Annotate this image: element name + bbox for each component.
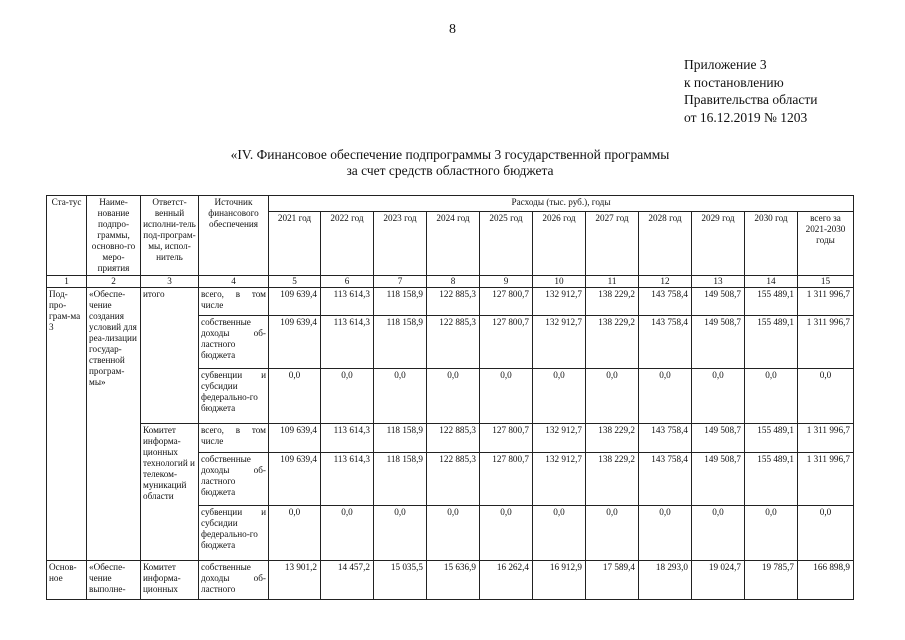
column-number: 6 xyxy=(321,276,374,288)
row-status: Под-про-грам-ма 3 xyxy=(47,288,87,561)
column-number: 9 xyxy=(480,276,533,288)
value-cell: 155 489,1 xyxy=(745,453,798,506)
year-header: 2022 год xyxy=(321,212,374,276)
column-number: 14 xyxy=(745,276,798,288)
value-cell: 118 158,9 xyxy=(374,453,427,506)
value-cell: 155 489,1 xyxy=(745,316,798,369)
value-cell: 0,0 xyxy=(321,506,374,561)
value-cell: 16 912,9 xyxy=(533,561,586,600)
title-line-1: «IV. Финансовое обеспечение подпрограммы 3 государственной программы xyxy=(230,147,670,162)
column-number: 5 xyxy=(269,276,321,288)
year-header: всего за 2021-2030 годы xyxy=(798,212,854,276)
value-cell: 0,0 xyxy=(692,369,745,424)
value-cell: 127 800,7 xyxy=(480,424,533,453)
column-number: 2 xyxy=(87,276,141,288)
source-total: всего, в том числе xyxy=(199,288,269,316)
value-cell: 155 489,1 xyxy=(745,424,798,453)
value-cell: 155 489,1 xyxy=(745,288,798,316)
title-line-2: за счет средств областного бюджета xyxy=(346,163,554,178)
column-number: 10 xyxy=(533,276,586,288)
value-cell: 17 589,4 xyxy=(586,561,639,600)
column-number: 3 xyxy=(141,276,199,288)
year-header: 2021 год xyxy=(269,212,321,276)
appendix-line: Приложение 3 xyxy=(684,57,767,72)
value-cell: 138 229,2 xyxy=(586,288,639,316)
header-status: Ста-тус xyxy=(47,196,87,276)
value-cell: 0,0 xyxy=(639,506,692,561)
header-expenses: Расходы (тыс. руб.), годы xyxy=(269,196,854,212)
row-responsible: Комитет информа-ционных xyxy=(141,561,199,600)
value-cell: 0,0 xyxy=(427,506,480,561)
value-cell: 149 508,7 xyxy=(692,316,745,369)
year-header: 2024 год xyxy=(427,212,480,276)
column-number: 1 xyxy=(47,276,87,288)
value-cell: 19 785,7 xyxy=(745,561,798,600)
value-cell: 1 311 996,7 xyxy=(798,288,854,316)
value-cell: 16 262,4 xyxy=(480,561,533,600)
value-cell: 0,0 xyxy=(586,369,639,424)
value-cell: 15 035,5 xyxy=(374,561,427,600)
value-cell: 109 639,4 xyxy=(269,316,321,369)
year-header: 2030 год xyxy=(745,212,798,276)
header-responsible: Ответст-венный исполни-тель под-програм-мы, испол-нитель xyxy=(141,196,199,276)
value-cell: 19 024,7 xyxy=(692,561,745,600)
appendix-line: от 16.12.2019 № 1203 xyxy=(684,109,808,125)
source-own: собственные доходы об-ластного бюджета xyxy=(199,316,269,369)
value-cell: 122 885,3 xyxy=(427,424,480,453)
value-cell: 127 800,7 xyxy=(480,288,533,316)
row-status: Основ-ное xyxy=(47,561,87,600)
value-cell: 118 158,9 xyxy=(374,316,427,369)
row-responsible: Комитет информа-ционных технологий и телеком-муникаций области xyxy=(141,424,199,561)
budget-table xyxy=(46,195,854,600)
value-cell: 109 639,4 xyxy=(269,453,321,506)
value-cell: 118 158,9 xyxy=(374,424,427,453)
value-cell: 132 912,7 xyxy=(533,453,586,506)
column-number: 13 xyxy=(692,276,745,288)
value-cell: 122 885,3 xyxy=(427,288,480,316)
value-cell: 138 229,2 xyxy=(586,424,639,453)
value-cell: 132 912,7 xyxy=(533,288,586,316)
year-header: 2026 год xyxy=(533,212,586,276)
value-cell: 149 508,7 xyxy=(692,288,745,316)
value-cell: 0,0 xyxy=(480,369,533,424)
value-cell: 118 158,9 xyxy=(374,288,427,316)
value-cell: 0,0 xyxy=(745,506,798,561)
year-header: 2023 год xyxy=(374,212,427,276)
value-cell: 109 639,4 xyxy=(269,424,321,453)
value-cell: 0,0 xyxy=(533,369,586,424)
value-cell: 14 457,2 xyxy=(321,561,374,600)
source-federal: субвенции и субсидии федерально-го бюджета xyxy=(199,369,269,424)
document-title xyxy=(150,147,750,179)
value-cell: 109 639,4 xyxy=(269,288,321,316)
value-cell: 0,0 xyxy=(586,506,639,561)
value-cell: 1 311 996,7 xyxy=(798,453,854,506)
column-number: 4 xyxy=(199,276,269,288)
value-cell: 113 614,3 xyxy=(321,288,374,316)
column-number: 11 xyxy=(586,276,639,288)
value-cell: 113 614,3 xyxy=(321,316,374,369)
column-number: 12 xyxy=(639,276,692,288)
column-number: 7 xyxy=(374,276,427,288)
year-header: 2029 год xyxy=(692,212,745,276)
source-federal: субвенции и субсидии федерально-го бюджета xyxy=(199,506,269,561)
value-cell: 149 508,7 xyxy=(692,424,745,453)
value-cell: 143 758,4 xyxy=(639,424,692,453)
page-number: 8 xyxy=(449,22,456,37)
value-cell: 143 758,4 xyxy=(639,288,692,316)
value-cell: 122 885,3 xyxy=(427,316,480,369)
value-cell: 0,0 xyxy=(639,369,692,424)
value-cell: 143 758,4 xyxy=(639,453,692,506)
value-cell: 0,0 xyxy=(321,369,374,424)
value-cell: 0,0 xyxy=(427,369,480,424)
value-cell: 132 912,7 xyxy=(533,424,586,453)
value-cell: 0,0 xyxy=(745,369,798,424)
appendix-line: к постановлению xyxy=(684,74,784,90)
value-cell: 0,0 xyxy=(692,506,745,561)
appendix-line: Правительства области xyxy=(684,92,818,107)
row-name: «Обеспе-чение выполне- xyxy=(87,561,141,600)
value-cell: 127 800,7 xyxy=(480,453,533,506)
value-cell: 13 901,2 xyxy=(269,561,321,600)
row-name: «Обеспе-чение создания условий для реа-лизации государ-ственной програм-мы» xyxy=(87,288,141,561)
header-source: Источник финансового обеспечения xyxy=(199,196,269,276)
value-cell: 0,0 xyxy=(798,506,854,561)
value-cell: 113 614,3 xyxy=(321,424,374,453)
row-responsible: итого xyxy=(141,288,199,424)
source-own: собственные доходы об-ластного бюджета xyxy=(199,453,269,506)
value-cell: 18 293,0 xyxy=(639,561,692,600)
value-cell: 149 508,7 xyxy=(692,453,745,506)
value-cell: 132 912,7 xyxy=(533,316,586,369)
appendix-block xyxy=(684,56,817,126)
year-header: 2025 год xyxy=(480,212,533,276)
value-cell: 0,0 xyxy=(480,506,533,561)
value-cell: 143 758,4 xyxy=(639,316,692,369)
value-cell: 15 636,9 xyxy=(427,561,480,600)
value-cell: 1 311 996,7 xyxy=(798,316,854,369)
value-cell: 0,0 xyxy=(374,506,427,561)
value-cell: 0,0 xyxy=(798,369,854,424)
value-cell: 138 229,2 xyxy=(586,316,639,369)
value-cell: 113 614,3 xyxy=(321,453,374,506)
value-cell: 122 885,3 xyxy=(427,453,480,506)
year-header: 2027 год xyxy=(586,212,639,276)
header-name: Наиме-нование подпро-граммы, основно-го меро-приятия xyxy=(87,196,141,276)
value-cell: 0,0 xyxy=(269,506,321,561)
value-cell: 0,0 xyxy=(533,506,586,561)
value-cell: 166 898,9 xyxy=(798,561,854,600)
value-cell: 0,0 xyxy=(374,369,427,424)
value-cell: 127 800,7 xyxy=(480,316,533,369)
year-header: 2028 год xyxy=(639,212,692,276)
column-number: 8 xyxy=(427,276,480,288)
value-cell: 0,0 xyxy=(269,369,321,424)
source-total: всего, в том числе xyxy=(199,424,269,453)
value-cell: 1 311 996,7 xyxy=(798,424,854,453)
column-number: 15 xyxy=(798,276,854,288)
source-own: собственные доходы об-ластного xyxy=(199,561,269,600)
value-cell: 138 229,2 xyxy=(586,453,639,506)
